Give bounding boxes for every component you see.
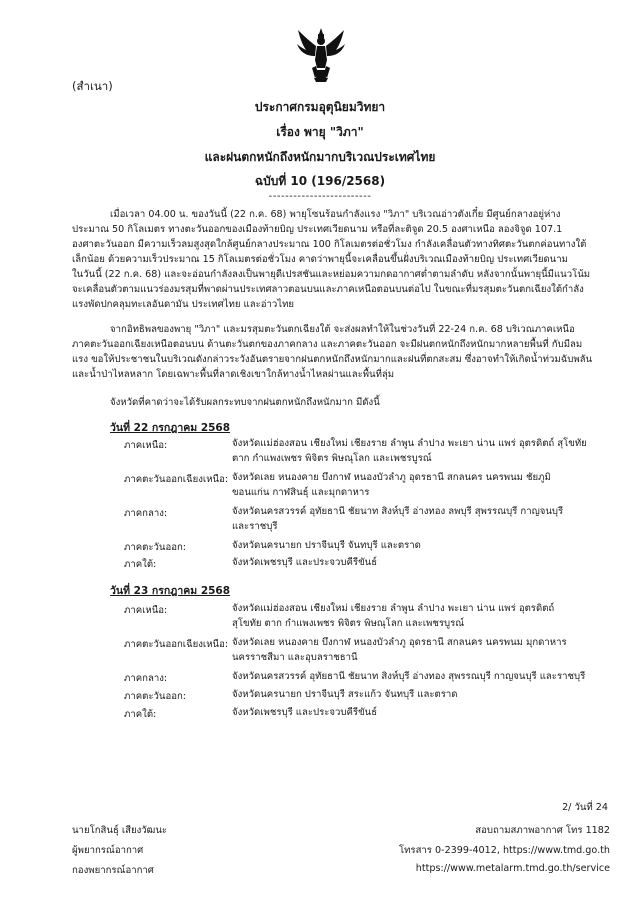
subject-line-2: และฝนตกหนักถึงหนักมากบริเวณประเทศไทย <box>204 150 436 164</box>
province-list <box>232 687 458 702</box>
paragraph-line: องศาตะวันออก มีความเร็วลมสูงสุดใกล้ศูนย์กลางประมาณ 100 กิโลเมตรต่อชั่วโมง กำลังเคลื่อนตัวทางทิศตะวันตกค่อนทางใต้ <box>72 239 587 250</box>
paragraph-line: และน้ำป่าไหลหลาก โดยเฉพาะพื้นที่ลาดเชิงเขาใกล้ทางน้ำไหลผ่านและพื้นที่ลุ่ม <box>72 369 395 380</box>
region-label: ภาคใต้: <box>124 709 157 720</box>
contact-service-url: https://www.metalarm.tmd.go.th/service <box>415 863 610 874</box>
issue-number: ฉบับที่ 10 (196/2568) <box>254 174 386 188</box>
province-line: จังหวัดเลย หนองคาย บึงกาฬ หนองบัวลำภู อุดรธานี สกลนคร นครพนม ชัยภูมิ <box>232 472 551 483</box>
paragraph-impact <box>72 322 592 382</box>
list-intro: จังหวัดที่คาดว่าจะได้รับผลกระทบจากฝนตกหนักถึงหนักมาก มีดังนี้ <box>110 397 380 408</box>
garuda-emblem-icon <box>296 26 346 84</box>
province-line: จังหวัดแม่ฮ่องสอน เชียงใหม่ เชียงราย ลำพูน ลำปาง พะเยา น่าน แพร่ อุตรดิตถ์ <box>232 603 555 614</box>
contact-phone: สอบถามสภาพอากาศ โทร 1182 <box>475 825 610 836</box>
region-label: ภาคตะวันออก: <box>124 542 187 553</box>
province-line: นครราชสีมา และอุบลราชธานี <box>232 652 358 663</box>
province-line: จังหวัดนครนายก ปราจีนบุรี สระแก้ว จันทบุรี และตราด <box>232 689 458 700</box>
province-line: และราชบุรี <box>232 521 278 532</box>
signer-division: กองพยากรณ์อากาศ <box>72 865 154 876</box>
province-list <box>232 538 421 553</box>
province-line: จังหวัดนครสวรรค์ อุทัยธานี ชัยนาท สิงห์บุรี อ่างทอง ลพบุรี สุพรรณบุรี กาญจนบุรี <box>232 506 564 517</box>
province-list <box>232 504 563 534</box>
province-line: จังหวัดนครนายก ปราจีนบุรี จันทบุรี และตราด <box>232 540 421 551</box>
date-heading-22: วันที่ 22 กรกฎาคม 2568 <box>110 422 231 434</box>
province-list <box>232 436 587 466</box>
province-line: จังหวัดเพชรบุรี และประจวบคีรีขันธ์ <box>232 707 378 718</box>
province-list <box>232 705 377 720</box>
province-list <box>232 669 585 684</box>
subject-line: เรื่อง พายุ "วิภา" <box>276 125 364 139</box>
region-label: ภาคใต้: <box>124 559 157 570</box>
region-label: ภาคเหนือ: <box>124 440 168 451</box>
province-line: จังหวัดนครสวรรค์ อุทัยธานี ชัยนาท สิงห์บุรี อ่างทอง สุพรรณบุรี กาญจนบุรี และราชบุรี <box>232 671 586 682</box>
region-label: ภาคตะวันออก: <box>124 691 187 702</box>
paragraph-line: จากอิทธิพลของพายุ "วิภา" และมรสุมตะวันตกเฉียงใต้ จะส่งผลทำให้ในช่วงวันที่ 22-24 ก.ค. 68 บริเวณภาคเหนือ <box>110 324 575 335</box>
province-list <box>232 555 377 570</box>
province-line: สุโขทัย ตาก กำแพงเพชร พิจิตร พิษณุโลก และเพชรบูรณ์ <box>232 618 465 629</box>
divider: ------------------------- <box>268 191 372 202</box>
province-line: ตาก กำแพงเพชร พิจิตร พิษณุโลก และเพชรบูรณ์ <box>232 453 432 464</box>
province-list <box>232 601 554 631</box>
paragraph-line: ในวันนี้ (22 ก.ค. 68) และจะอ่อนกำลังลงเป็นพายุดีเปรสชันและหย่อมความกดอากาศต่ำตามลำดับ หลังจากนั้นพายุนี้มีแนวโน้ม <box>72 269 591 280</box>
continued-marker: 2/ วันที่ 24 <box>562 802 608 813</box>
province-line: จังหวัดเลย หนองคาย บึงกาฬ หนองบัวลำภู อุดรธานี สกลนคร นครพนม มุกดาหาร <box>232 637 567 648</box>
paragraph-line: แรงพัดปกคลุมทะเลอันดามัน ประเทศไทย และอ่าวไทย <box>72 299 295 310</box>
paragraph-storm <box>72 207 590 312</box>
region-label: ภาคกลาง: <box>124 508 168 519</box>
paragraph-line: จะเคลื่อนตัวตามแนวร่องมรสุมที่พาดผ่านประเทศลาวตอนบนและภาคเหนือตอนบนต่อไป ในขณะที่มรสุมตะวันตกเฉียงใต้กำลัง <box>72 284 584 295</box>
paragraph-line: เล็กน้อย ด้วยความเร็วประมาณ 15 กิโลเมตรต่อชั่วโมง คาดว่าพายุนี้จะเคลื่อนขึ้นฝั่งบริเวณเมืองท้ายบิญ ประเทศเวียดนาม <box>72 254 568 265</box>
province-list <box>232 470 551 500</box>
announcement-title: ประกาศกรมอุตุนิยมวิทยา <box>254 100 386 114</box>
region-label: ภาคตะวันออกเฉียงเหนือ: <box>124 474 229 485</box>
province-list <box>232 635 567 665</box>
copy-mark: (สำเนา) <box>72 79 113 93</box>
paragraph-line: ประมาณ 50 กิโลเมตร ทางตะวันออกของเมืองท้ายบิญ ประเทศเวียดนาม หรือที่ละติจูด 20.5 องศาเหนือ ลองจิจูด 107.1 <box>72 224 563 235</box>
region-label: ภาคกลาง: <box>124 673 168 684</box>
region-label: ภาคเหนือ: <box>124 605 168 616</box>
province-line: จังหวัดเพชรบุรี และประจวบคีรีขันธ์ <box>232 557 378 568</box>
signer-role: ผู้พยากรณ์อากาศ <box>72 845 144 856</box>
province-line: จังหวัดแม่ฮ่องสอน เชียงใหม่ เชียงราย ลำพูน ลำปาง พะเยา น่าน แพร่ อุตรดิตถ์ สุโขทัย <box>232 438 587 449</box>
paragraph-line: ภาคตะวันออกเฉียงเหนือตอนบน ด้านตะวันตกของภาคกลาง และภาคตะวันออก จะมีฝนตกหนักถึงหนักมากหลายพื้นที่ กับมีลม <box>72 339 583 350</box>
region-label: ภาคตะวันออกเฉียงเหนือ: <box>124 639 229 650</box>
paragraph-line: เมื่อเวลา 04.00 น. ของวันนี้ (22 ก.ค. 68) พายุโซนร้อนกำลังแรง "วิภา" บริเวณอ่าวตังเกี๋ย มีศูนย์กลางอยู่ห่าง <box>110 209 561 220</box>
province-line: ขอนแก่น กาฬสินธุ์ และมุกดาหาร <box>232 487 370 498</box>
paragraph-line: แรง ขอให้ประชาชนในบริเวณดังกล่าวระวังอันตรายจากฝนตกหนักถึงหนักมากและฝนที่ตกสะสม ซึ่งอาจทำให้เกิดน้ำท่วมฉับพลัน <box>72 354 593 365</box>
contact-fax-web: โทรสาร 0-2399-4012, https://www.tmd.go.th <box>398 845 610 856</box>
date-heading-23: วันที่ 23 กรกฎาคม 2568 <box>110 585 231 597</box>
signer-name: นายโกสินธุ์ เสียงวัฒนะ <box>72 825 168 836</box>
